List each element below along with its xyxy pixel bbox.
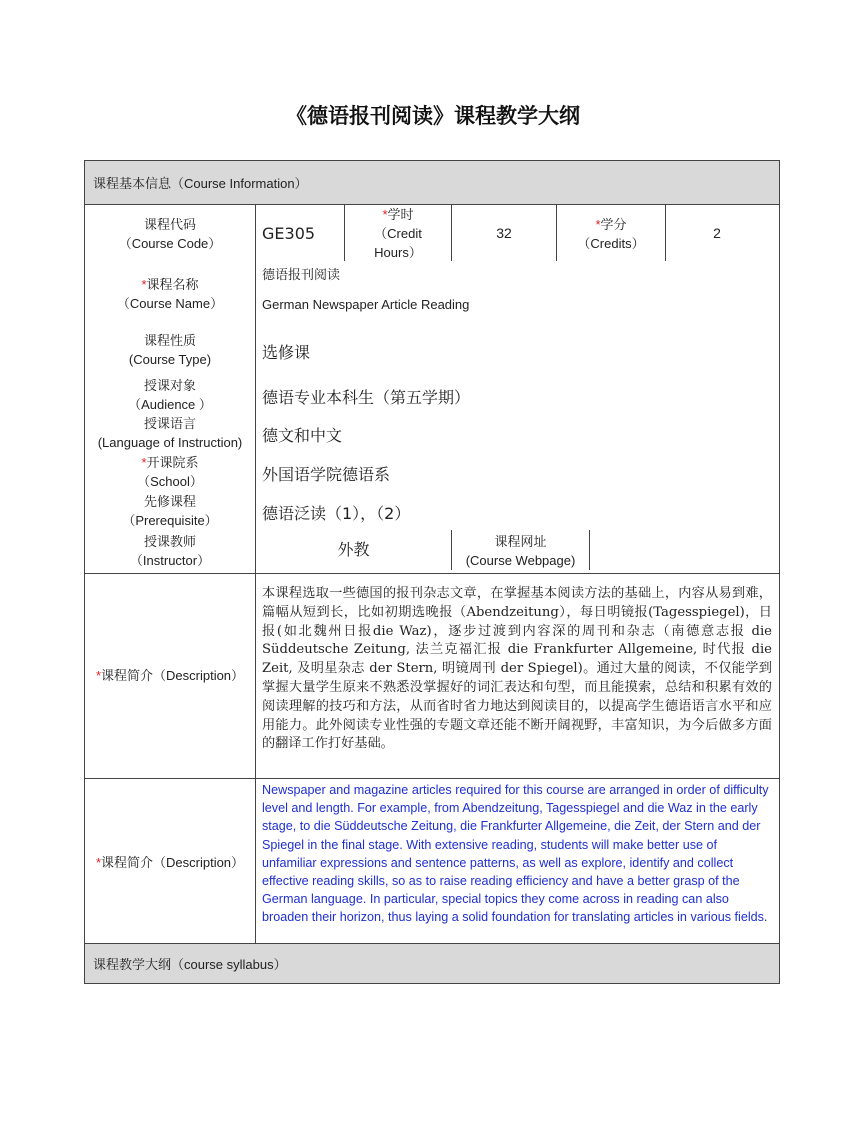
course-code-value: GE305 <box>262 224 316 243</box>
credits-label: *学分 （Credits） <box>577 217 645 251</box>
prerequisite-label: 先修课程 （Prerequisite） <box>122 494 218 528</box>
course-name-cn-value: 德语报刊阅读 <box>262 267 341 282</box>
course-name-en-value: German Newspaper Article Reading <box>262 297 470 312</box>
description-en-text: Newspaper and magazine articles required for this course are arranged in order of difficulty level and length. For example, from Abendzeitung, Tagesspiegel and die Waz in the early stage, to die Süddeutsche Zeitung, die Frankfurter Allgemeine, die Zeit, der Stern and der Spiegel in the final stage. With extensive reading, students will make better use of unfamiliar expressions and sentence patterns, as well as explore, identify and collect effective reading skills, so as to raise reading efficiency and have a better grasp of the German language. In particular, special topics they come across in reading can also broaden their horizon, thus laying a solid foundation for translating articles in various fields. <box>262 783 769 925</box>
credit-hours-label: *学时 （Credit Hours） <box>374 207 422 260</box>
prerequisite-value: 德语泛读（1），（2） <box>262 504 411 523</box>
syllabus-header: 课程教学大纲（course syllabus） <box>85 943 779 983</box>
webpage-label: 课程网址 (Course Webpage) <box>465 534 576 568</box>
course-info-header: 课程基本信息（Course Information） <box>85 161 779 204</box>
course-name-label: *课程名称 （Course Name） <box>116 277 224 311</box>
audience-label: 授课对象 （Audience ） <box>128 378 212 412</box>
instructor-label: 授课教师 （Instructor） <box>129 534 211 568</box>
instructor-value: 外教 <box>337 540 370 559</box>
school-value: 外国语学院德语系 <box>262 465 391 484</box>
school-label: *开课院系 （School） <box>137 455 203 489</box>
language-label: 授课语言 (Language of Instruction) <box>97 416 243 450</box>
credit-hours-value: 32 <box>496 225 512 241</box>
description-cn-label: *课程简介（Description） <box>95 668 245 683</box>
description-cn-text: 本课程选取一些德国的报刊杂志文章，在掌握基本阅读方法的基础上，内容从易到难，篇幅从短到长，比如初期选晚报（Abendzeitung），每日明镜报(Tagesspiegel)，日报(如北魏州日报die Waz)，逐步过渡到内容深的周刊和杂志（南德意志报 die Süddeutsche Zeitung, 法兰克福汇报 die Frankfurter Allgemeine, 时代报 die Zeit, 及明星杂志 der Stern, 明镜周刊 der Spiegel)。通过大量的阅读，不仅能学到掌握大量学生原来不熟悉没掌握好的词汇表达和句型，而且能摸索，总结和积累有效的阅读理解的技巧和方法，从而省时省力地达到阅读目的，以提高学生德语语言水平和应用能力。此外阅读专业性强的专题文章还能不断开阔视野，丰富知识，为今后做多方面的翻译工作打好基础。 <box>262 586 772 752</box>
description-en-label: *课程简介（Description） <box>95 855 245 870</box>
course-code-label: 课程代码 （Course Code） <box>118 217 222 251</box>
course-type-value: 选修课 <box>262 343 311 362</box>
credits-value: 2 <box>713 225 721 241</box>
language-value: 德文和中文 <box>262 426 343 445</box>
page-title: 《德语报刊阅读》课程教学大纲 <box>286 103 580 128</box>
audience-value: 德语专业本科生（第五学期） <box>262 388 471 407</box>
course-type-label: 课程性质 (Course Type) <box>128 333 212 367</box>
